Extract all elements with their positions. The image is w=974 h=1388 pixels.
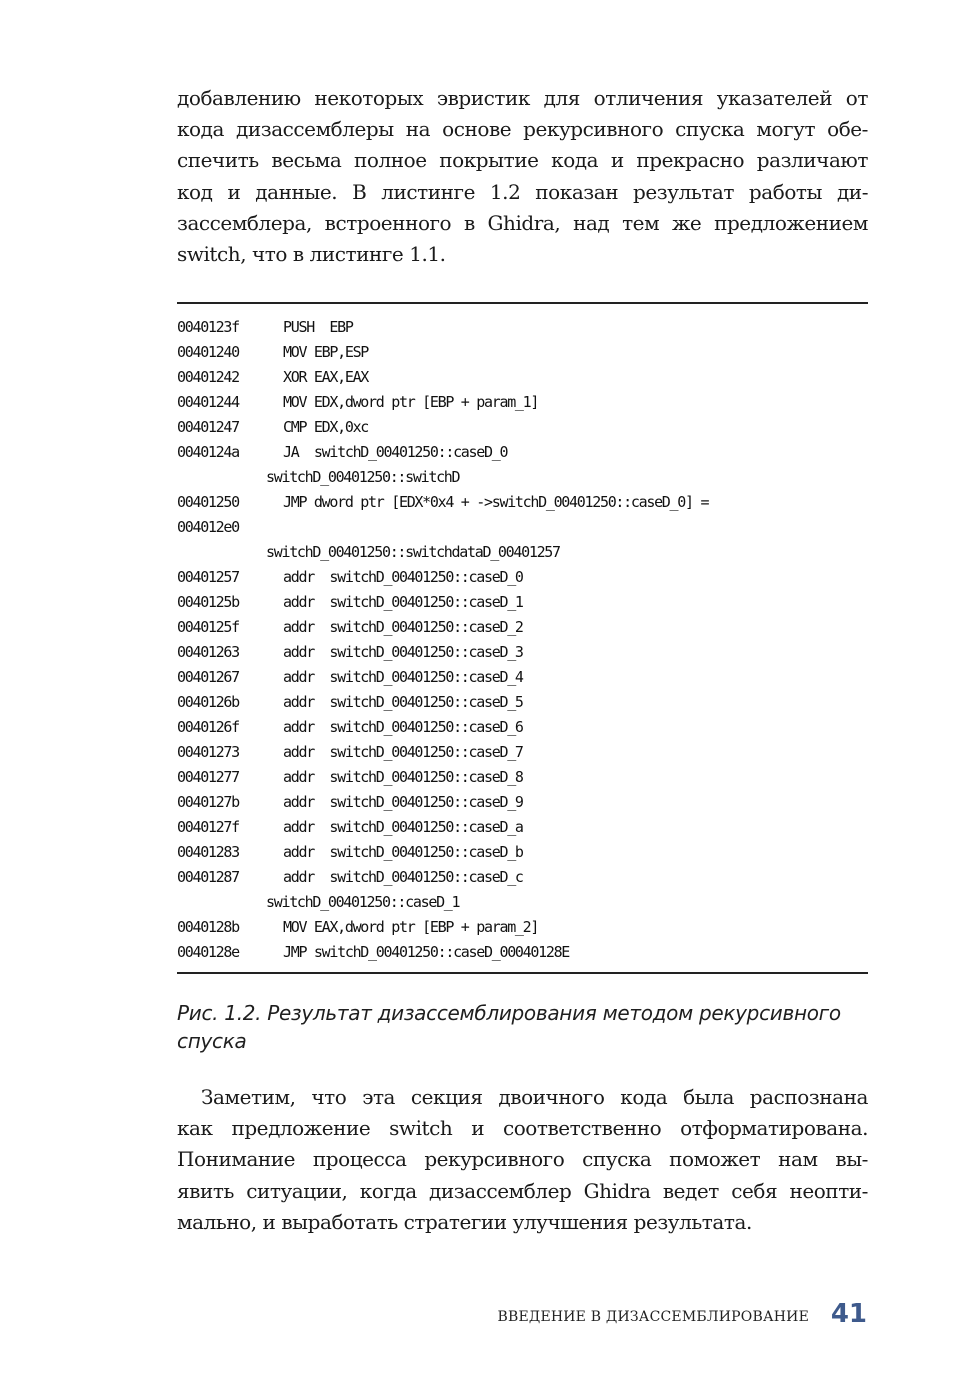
listing-instruction: MOV EDX,dword ptr [EBP + param_1] xyxy=(283,393,539,411)
listing-instruction: addr switchD_00401250::caseD_c xyxy=(283,868,523,886)
listing-address: 0040126b xyxy=(177,693,239,711)
listing-row xyxy=(177,415,868,440)
listing-label-row xyxy=(177,465,868,490)
listing-row xyxy=(177,715,868,740)
listing-instruction: PUSH EBP xyxy=(283,318,353,336)
caption-line: спуска xyxy=(177,1029,247,1053)
listing-instruction: JMP switchD_00401250::caseD_00040128E xyxy=(283,943,570,961)
intro-line: код и данные. В листинге 1.2 показан результат работы ди- xyxy=(177,179,868,204)
intro-paragraph xyxy=(177,83,868,270)
listing-row xyxy=(177,340,868,365)
listing-label: switchD_00401250::switchdataD_00401257 xyxy=(266,543,560,561)
listing-label-row xyxy=(177,890,868,915)
listing-instruction: addr switchD_00401250::caseD_1 xyxy=(283,593,523,611)
listing-instruction: addr switchD_00401250::caseD_b xyxy=(283,843,523,861)
listing-instruction: MOV EBP,ESP xyxy=(283,343,369,361)
listing-label-row xyxy=(177,540,868,565)
listing-instruction: addr switchD_00401250::caseD_2 xyxy=(283,618,523,636)
listing-address: 00401273 xyxy=(177,743,239,761)
listing-bottom-rule xyxy=(177,972,868,974)
listing-row xyxy=(177,590,868,615)
listing-address: 0040123f xyxy=(177,318,239,336)
listing-row xyxy=(177,390,868,415)
listing-label: switchD_00401250::switchD xyxy=(266,468,460,486)
listing-row xyxy=(177,840,868,865)
listing-address: 004012e0 xyxy=(177,518,239,536)
listing-address: 00401263 xyxy=(177,643,239,661)
listing-row xyxy=(177,640,868,665)
listing-instruction: JMP dword ptr [EDX*0x4 + ->switchD_00401250::caseD_0] = xyxy=(283,493,709,511)
listing-row xyxy=(177,440,868,465)
listing-instruction: addr switchD_00401250::caseD_9 xyxy=(283,793,523,811)
figure-caption xyxy=(177,999,868,1055)
listing-address: 00401244 xyxy=(177,393,239,411)
caption-line: Рис. 1.2. Результат дизассемблирования методом рекурсивного xyxy=(177,1001,841,1025)
listing-address: 00401242 xyxy=(177,368,239,386)
listing-row xyxy=(177,915,868,940)
listing-address: 0040128e xyxy=(177,943,239,961)
code-listing xyxy=(177,315,868,965)
listing-instruction: addr switchD_00401250::caseD_5 xyxy=(283,693,523,711)
closing-line: Понимание процесса рекурсивного спуска поможет нам вы- xyxy=(177,1147,868,1172)
listing-row xyxy=(177,940,868,965)
listing-instruction: addr switchD_00401250::caseD_4 xyxy=(283,668,523,686)
listing-row xyxy=(177,315,868,340)
listing-row xyxy=(177,665,868,690)
listing-instruction: addr switchD_00401250::caseD_0 xyxy=(283,568,523,586)
listing-address: 00401250 xyxy=(177,493,239,511)
closing-line: явить ситуации, когда дизассемблер Ghidra ведет себя неопти- xyxy=(177,1178,868,1203)
intro-line: зассемблера, встроенного в Ghidra, над тем же предложением xyxy=(177,210,868,235)
listing-row xyxy=(177,815,868,840)
intro-line: switch, что в листинге 1.1. xyxy=(177,241,446,266)
listing-instruction: addr switchD_00401250::caseD_a xyxy=(283,818,523,836)
listing-address: 00401277 xyxy=(177,768,239,786)
listing-address: 00401257 xyxy=(177,568,239,586)
listing-row xyxy=(177,790,868,815)
closing-line: Заметим, что эта секция двоичного кода была распознана xyxy=(201,1085,868,1109)
listing-address: 0040126f xyxy=(177,718,239,736)
listing-instruction: MOV EAX,dword ptr [EBP + param_2] xyxy=(283,918,539,936)
listing-instruction: addr switchD_00401250::caseD_7 xyxy=(283,743,523,761)
listing-row xyxy=(177,865,868,890)
intro-line: добавлению некоторых эвристик для отличения указателей от xyxy=(177,86,868,110)
listing-row xyxy=(177,515,868,540)
listing-instruction: addr switchD_00401250::caseD_3 xyxy=(283,643,523,661)
listing-address: 0040125f xyxy=(177,618,239,636)
listing-row xyxy=(177,365,868,390)
listing-address: 00401283 xyxy=(177,843,239,861)
listing-address: 00401267 xyxy=(177,668,239,686)
listing-row xyxy=(177,740,868,765)
listing-row xyxy=(177,765,868,790)
intro-line: спечить весьма полное покрытие кода и прекрасно различают xyxy=(177,148,868,173)
listing-address: 0040127f xyxy=(177,818,239,836)
listing-address: 0040124a xyxy=(177,443,239,461)
listing-instruction: JA switchD_00401250::caseD_0 xyxy=(283,443,508,461)
closing-paragraph xyxy=(177,1082,868,1238)
listing-address: 0040128b xyxy=(177,918,239,936)
closing-line: как предложение switch и соответственно отформатирована. xyxy=(177,1116,868,1141)
closing-line: мально, и выработать стратегии улучшения результата. xyxy=(177,1209,752,1234)
listing-instruction: XOR EAX,EAX xyxy=(283,368,369,386)
listing-row xyxy=(177,490,868,515)
listing-instruction: addr switchD_00401250::caseD_8 xyxy=(283,768,523,786)
listing-row xyxy=(177,565,868,590)
listing-address: 0040127b xyxy=(177,793,239,811)
listing-label: switchD_00401250::caseD_1 xyxy=(266,893,460,911)
intro-line: кода дизассемблеры на основе рекурсивного спуска могут обе- xyxy=(177,117,868,142)
listing-address: 00401287 xyxy=(177,868,239,886)
listing-top-rule xyxy=(177,302,868,304)
listing-address: 00401247 xyxy=(177,418,239,436)
listing-instruction: addr switchD_00401250::caseD_6 xyxy=(283,718,523,736)
listing-address: 00401240 xyxy=(177,343,239,361)
running-footer-title: ВВЕДЕНИЕ В ДИЗАССЕМБЛИРОВАНИЕ xyxy=(497,1309,809,1325)
page-number: 41 xyxy=(830,1299,867,1329)
listing-row xyxy=(177,690,868,715)
listing-instruction: CMP EDX,0xc xyxy=(283,418,369,436)
listing-row xyxy=(177,615,868,640)
listing-address: 0040125b xyxy=(177,593,239,611)
